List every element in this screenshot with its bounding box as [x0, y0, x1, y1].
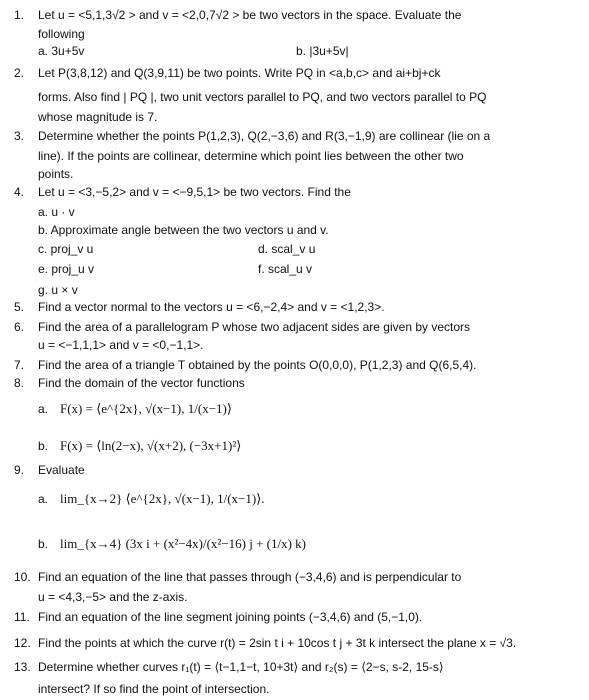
q3-line3: points.	[38, 167, 74, 181]
q5-number: 5.	[14, 300, 25, 314]
q4-part-d: d. scal_v u	[258, 242, 316, 256]
q11-text: Find an equation of the line segment joining points (−3,4,6) and (5,−1,0).	[38, 610, 423, 624]
q13-number: 13.	[14, 660, 31, 674]
q8-part-b-label: b.	[38, 439, 49, 453]
q6-line1: Find the area of a parallelogram P whose two adjacent sides are given by vectors	[38, 320, 471, 334]
q4-part-e: e. proj_u v	[38, 262, 95, 276]
q12-number: 12.	[14, 636, 31, 650]
q2-number: 2.	[14, 66, 25, 80]
q9-part-b-expr: lim_{x→4} (3x i + (x²−4x)/(x²−16) j + (1/x) k)	[60, 536, 307, 551]
q10-line1: Find an equation of the line that passes through (−3,4,6) and is perpendicular to	[38, 570, 462, 584]
q8-part-a-label: a.	[38, 402, 49, 416]
q12-text: Find the points at which the curve r(t) = 2sin t i + 10cos t j + 3t k intersect the plane x = √3.	[38, 636, 517, 650]
q13-line1: Determine whether curves r₁(t) = ⟨t−1,1−t, 10+3t⟩ and r₂(s) = ⟨2−s, s-2, 15-s⟩	[38, 660, 444, 674]
q11-number: 11.	[14, 610, 30, 624]
q1-text-cont: following	[38, 27, 85, 41]
q4-part-a: a. u · v	[38, 205, 75, 219]
q5-text: Find a vector normal to the vectors u = <6,−2,4> and v = <1,2,3>.	[38, 300, 385, 314]
q4-number: 4.	[14, 185, 25, 199]
q7-number: 7.	[14, 358, 25, 372]
q3-number: 3.	[14, 129, 25, 143]
q8-text: Find the domain of the vector functions	[38, 376, 245, 390]
q13-line2: intersect? If so find the point of intersection.	[38, 682, 270, 696]
q3-line1: Determine whether the points P(1,2,3), Q(2,−3,6) and R(3,−1,9) are collinear (lie on a	[38, 129, 491, 143]
q9-part-a-expr: lim_{x→2} ⟨e^{2x}, √(x−1), 1/(x−1)⟩.	[60, 491, 265, 506]
q2-line1: Let P(3,8,12) and Q(3,9,11) be two points. Write PQ in <a,b,c> and ai+bj+ck	[38, 66, 441, 80]
q1-part-b: b. |3u+5v|	[296, 44, 349, 58]
q1-text: Let u = <5,1,3√2 > and v = <2,0,7√2 > be two vectors in the space. Evaluate the	[38, 8, 462, 22]
q4-part-b: b. Approximate angle between the two vectors u and v.	[38, 223, 329, 237]
q1-number: 1.	[14, 8, 25, 22]
q9-part-b-label: b.	[38, 537, 49, 551]
q4-line1: Let u = <3,−5,2> and v = <−9,5,1> be two vectors. Find the	[38, 185, 351, 199]
q4-part-f: f. scal_u v	[258, 262, 313, 276]
q2-line3: whose magnitude is 7.	[38, 110, 158, 124]
q8-number: 8.	[14, 376, 25, 390]
q6-number: 6.	[14, 320, 25, 334]
q8-part-a-expr: F(x) = ⟨e^{2x}, √(x−1), 1/(x−1)⟩	[60, 401, 232, 416]
q4-part-g: g. u × v	[38, 283, 78, 297]
q3-line2: line). If the points are collinear, determine which point lies between the other two	[38, 149, 464, 163]
q9-text: Evaluate	[38, 463, 85, 477]
q8-part-b-expr: F(x) = ⟨ln(2−x), √(x+2), (−3x+1)²⟩	[60, 438, 242, 453]
q9-part-a-label: a.	[38, 492, 49, 506]
q4-part-c: c. proj_v u	[38, 242, 94, 256]
q6-line2: u = <−1,1,1> and v = <0,−1,1>.	[38, 338, 204, 352]
q10-line2: u = <4,3,−5> and the z-axis.	[38, 590, 188, 604]
q10-number: 10.	[14, 570, 31, 584]
q7-text: Find the area of a triangle T obtained by the points O(0,0,0), P(1,2,3) and Q(6,5,4).	[38, 358, 477, 372]
q9-number: 9.	[14, 463, 25, 477]
q1-part-a: a. 3u+5v	[38, 44, 85, 58]
q2-line2: forms. Also find | PQ |, two unit vectors parallel to PQ, and two vectors parallel to PQ	[38, 90, 487, 104]
